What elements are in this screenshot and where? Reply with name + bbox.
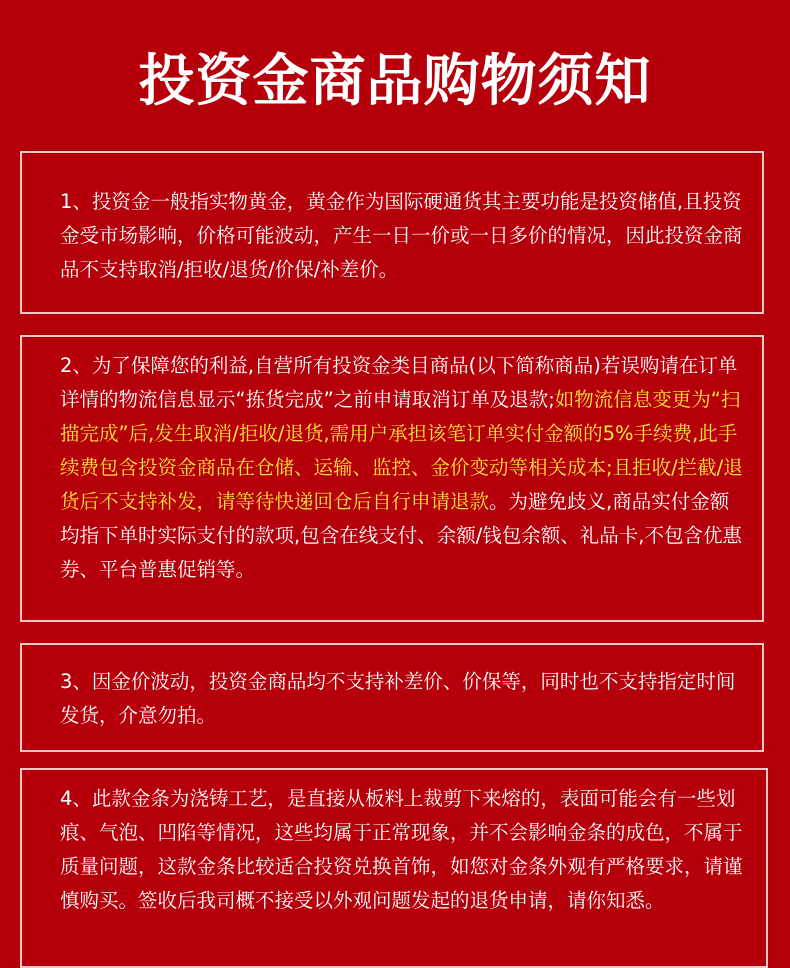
notice-box-1 [20,151,764,314]
page-title: 投资金商品购物须知 [138,49,652,114]
notice-text-2-before: 2、为了保障您的利益,自营所有投资金类目商品(以下简称商品)若误购请在订单详情的物流信息显示“拣货完成”之前申请取消订单及退款; [60,354,738,411]
notice-box-3 [20,643,764,752]
notice-text-2-highlight: 如物流信息变更为“扫描完成”后,发生取消/拒收/退货,需用户承担该笔订单实付金额的5%手续费,此手续费包含投资金商品在仓储、运输、监控、金价变动等相关成本;且拒收/拦截/退货后不支持补发，请等待快递回仓后自行申请退款 [60,388,743,513]
notice-box-2 [20,335,764,622]
notice-box-4 [20,768,768,968]
notice-text-4: 4、此款金条为浇铸工艺，是直接从板料上裁剪下来熔的，表面可能会有一些划痕、气泡、凹陷等情况，这些均属于正常现象，并不会影响金条的成色，不属于质量问题，这款金条比较适合投资兑换首饰，如您对金条外观有严格要求，请谨慎购买。签收后我司概不接受以外观问题发起的退货申请，请你知悉。 [60,787,743,912]
notice-text-3: 3、因金价波动，投资金商品均不支持补差价、价保等，同时也不支持指定时间发货，介意勿拍。 [60,670,736,727]
notice-text-2-after: 。为避免歧义,商品实付金额均指下单时实际支付的款项,包含在线支付、余额/钱包余额、礼品卡,不包含优惠券、平台普惠促销等。 [60,490,742,581]
notice-text-1: 1、投资金一般指实物黄金，黄金作为国际硬通货其主要功能是投资储值,且投资金受市场影响，价格可能波动，产生一日一价或一日多价的情况，因此投资金商品不支持取消/拒收/退货/价保/补差价。 [60,190,743,281]
